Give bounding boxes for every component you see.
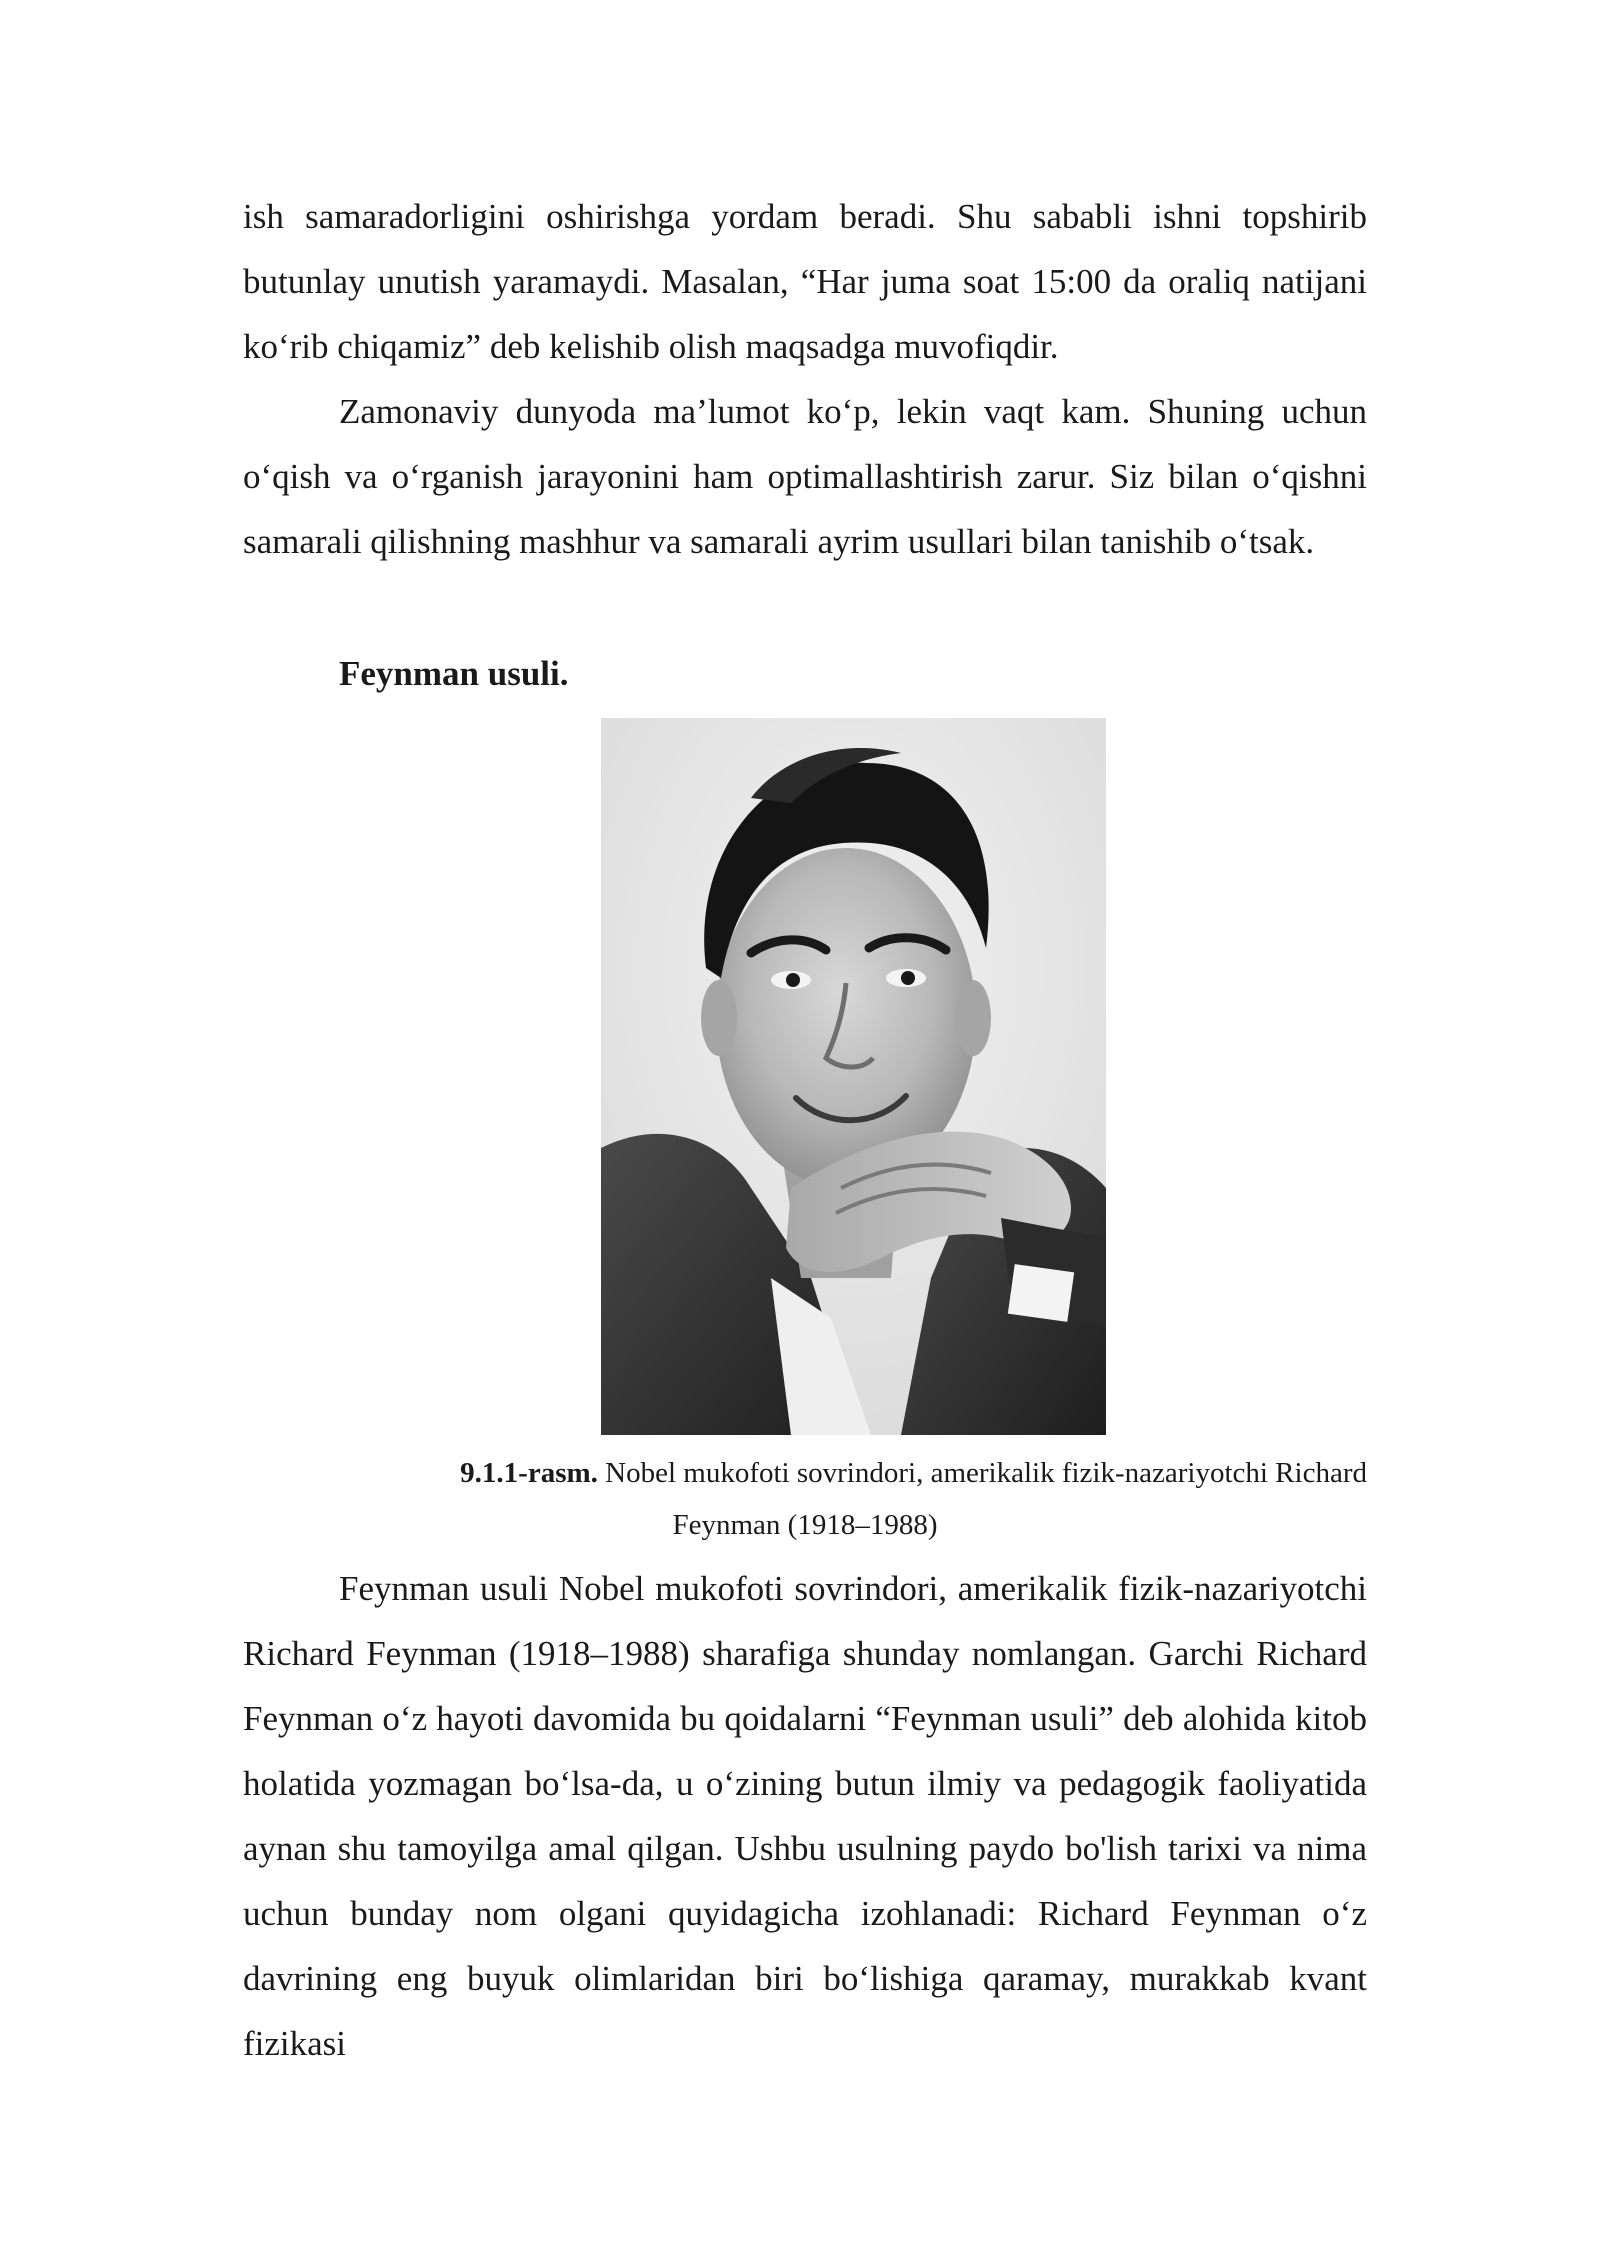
paragraph: Feynman usuli Nobel mukofoti sovrindori, amerikalik fizik-nazariyotchi Richard Feynman (1918–1988) sharafiga shunday nomlangan. Garchi Richard Feynman o‘z hayoti davomida bu qoidalarni “Feynman usuli” deb alohida kitob holatida yozmagan bo‘lsa-da, u o‘zining butun ilmiy va pedagogik faoliyatida aynan shu tamoyilga amal qilgan. Ushbu usulning paydo bo'lish tarixi va nima uchun bunday nom olgani quyidagicha izohlanadi: Richard Feynman o‘z davrining eng buyuk olimlaridan biri bo‘lishiga qaramay, murakkab kvant fizikasi — [243, 1569, 1367, 2063]
caption-line-1 — [243, 1447, 1367, 1499]
text-block-top — [243, 184, 1367, 574]
caption-text-line1: Nobel mukofoti sovrindori, amerikalik fizik-nazariyotchi Richard — [605, 1457, 1367, 1489]
figure-caption — [243, 1447, 1367, 1551]
paragraph: Zamonaviy dunyoda ma’lumot ko‘p, lekin vaqt kam. Shuning uchun o‘qish va o‘rganish jarayonini ham optimallashtirish zarur. Siz bilan o‘qishni samarali qilishning mashhur va samarali ayrim usullari bilan tanishib o‘tsak. — [243, 392, 1367, 561]
section-heading: Feynman usuli. — [339, 654, 569, 693]
caption-line-2: Feynman (1918–1988) — [672, 1509, 938, 1541]
portrait-photo — [601, 718, 1106, 1435]
paragraph: ish samaradorligini oshirishga yordam beradi. Shu sababli ishni topshirib butunlay unutish yaramaydi. Masalan, “Har juma soat 15:00 da oraliq natijani ko‘rib chiqamiz” deb kelishib olish maqsadga muvofiqdir. — [243, 197, 1367, 366]
caption-label: 9.1.1-rasm. — [460, 1457, 598, 1489]
text-block-bottom — [243, 1556, 1367, 2076]
